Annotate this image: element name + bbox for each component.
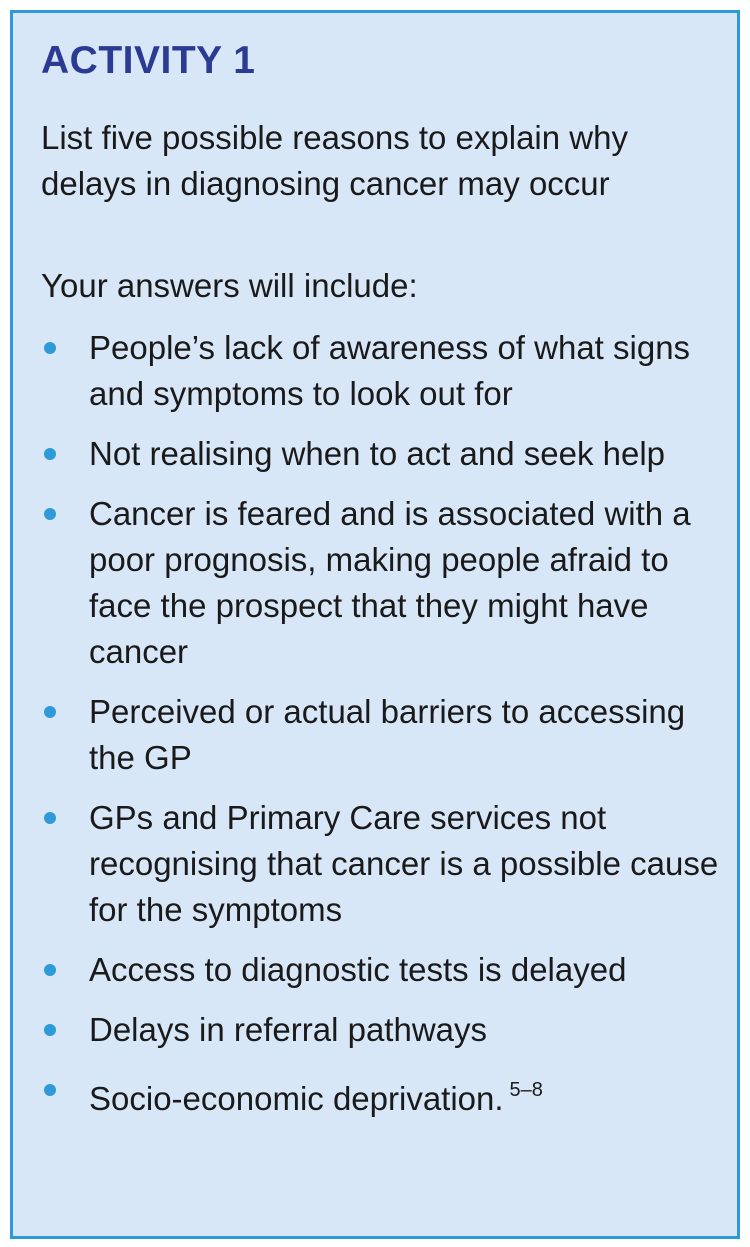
answer-text: Access to diagnostic tests is delayed — [89, 951, 627, 988]
answer-text: People’s lack of awareness of what signs and symptoms to look out for — [89, 329, 691, 412]
bullet-icon — [44, 706, 56, 718]
bullet-icon — [44, 1084, 56, 1096]
list-item — [13, 689, 737, 781]
activity-box — [10, 10, 740, 1239]
list-item — [13, 947, 737, 993]
list-item — [13, 431, 737, 477]
bullet-icon — [44, 1024, 56, 1036]
list-item — [13, 1007, 737, 1053]
bullet-icon — [44, 964, 56, 976]
answer-text: Delays in referral pathways — [89, 1011, 487, 1048]
answer-text: Cancer is feared and is associated with a poor prognosis, making people afraid to face the prospect that they might have cancer — [89, 495, 691, 670]
activity-title: ACTIVITY 1 — [41, 39, 256, 82]
list-item — [13, 1067, 737, 1122]
bullet-icon — [44, 448, 56, 460]
list-item — [13, 491, 737, 675]
answer-text: GPs and Primary Care services not recognising that cancer is a possible cause for the symptoms — [89, 799, 719, 928]
answers-list — [13, 325, 737, 1136]
bullet-icon — [44, 508, 56, 520]
bullet-icon — [44, 342, 56, 354]
activity-prompt: List five possible reasons to explain why delays in diagnosing cancer may occur — [41, 119, 628, 202]
bullet-icon — [44, 812, 56, 824]
answer-text: Socio-economic deprivation. — [89, 1080, 504, 1117]
answer-text: Not realising when to act and seek help — [89, 435, 666, 472]
answer-text: Perceived or actual barriers to accessing the GP — [89, 693, 686, 776]
list-item — [13, 795, 737, 933]
answers-intro: Your answers will include: — [41, 267, 418, 304]
reference-superscript: 5–8 — [509, 1079, 543, 1101]
list-item — [13, 325, 737, 417]
